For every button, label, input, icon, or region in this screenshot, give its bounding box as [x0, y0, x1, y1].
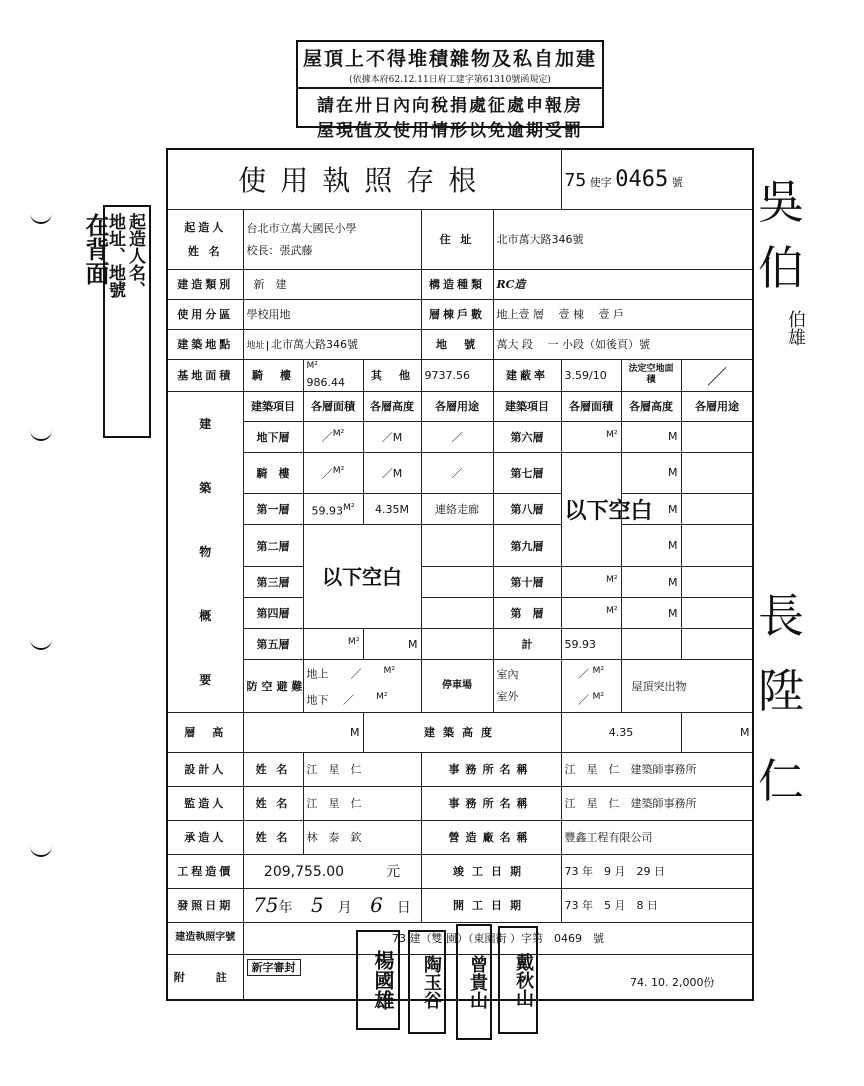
seal-stamp: 曾貴山 — [456, 924, 492, 1040]
floor-height-value: 4.35 — [375, 502, 400, 516]
unit: M² — [383, 665, 396, 677]
unit: M² — [605, 428, 618, 440]
unit: M — [408, 637, 418, 651]
lot-label: 地 號 — [421, 329, 493, 359]
floor-height-unit: M — [243, 712, 363, 752]
floor-area — [303, 494, 363, 525]
floor-height — [621, 421, 681, 452]
parking-types — [493, 660, 561, 712]
unit: M² — [376, 690, 388, 702]
floor-use — [421, 525, 493, 567]
issue-unit: 日 — [396, 900, 411, 916]
floor-item: 第九層 — [493, 525, 561, 567]
margin-handwriting: 伯雄 — [785, 310, 806, 346]
col-area: 各層面積 — [561, 391, 621, 421]
side-note — [81, 205, 151, 438]
name-label: 姓 名 — [243, 786, 303, 820]
parking-values: ／ $^{M^2}$ ／ $^{M^2}$ — [561, 660, 621, 712]
issue-day: 6 — [370, 893, 383, 917]
floor-area — [303, 629, 363, 660]
notice-reference: (依據本府62.12.11日府工建字第61310號函規定) — [349, 75, 551, 85]
other-value: 9737.56 — [421, 359, 493, 391]
building-height-value: 4.35 — [561, 712, 681, 752]
owner-name-line: 台北市立萬大國民小學 — [246, 222, 357, 235]
floor-use — [681, 567, 753, 598]
owner-label-a: 起造人 — [184, 221, 227, 234]
completion-label: 竣工日期 — [421, 854, 561, 888]
issue-label: 發照日期 — [167, 888, 243, 922]
floor-item: 第七層 — [493, 452, 561, 494]
scale-label-char: 築 — [199, 480, 212, 495]
issue-unit: 年 — [278, 900, 293, 916]
scale-label-char: 要 — [199, 672, 212, 687]
col-height: 各層高度 — [363, 391, 421, 421]
floor-item: 第一層 — [243, 494, 303, 525]
floor-row — [167, 629, 753, 660]
floor-row — [167, 494, 753, 525]
coverage-label: 建蔽率 — [493, 359, 561, 391]
roof-label: 屋頂突出物 — [621, 660, 753, 712]
floor-item: 地下層 — [243, 421, 303, 452]
contractor-firm: 豐鑫工程有限公司 — [561, 820, 753, 854]
margin-mark — [30, 210, 52, 224]
margin-handwriting: 仁 — [758, 754, 804, 808]
cost-value — [243, 854, 421, 888]
unit: M² — [332, 464, 345, 476]
other-label: 其 他 — [363, 359, 421, 391]
unit: M — [668, 430, 678, 443]
shelter-above-label: 地上 — [306, 667, 329, 681]
floor-use: 連絡走廊 — [421, 494, 493, 525]
unit: M² — [605, 574, 618, 586]
floor-area — [561, 598, 621, 629]
building-height-unit: M — [681, 712, 753, 752]
unit: M² — [605, 605, 618, 617]
floor-height — [363, 452, 421, 494]
arcade-value — [303, 359, 363, 391]
floor-use — [681, 525, 753, 567]
name-label: 姓 名 — [243, 752, 303, 786]
col-use: 各層用途 — [421, 391, 493, 421]
parking-out-label: 室外 — [496, 689, 519, 703]
firm-label: 營造廠名稱 — [421, 820, 561, 854]
remark-label: 附 註 — [167, 954, 243, 1000]
area-label: 基地面積 — [167, 359, 243, 391]
margin-handwriting: 吳 — [758, 175, 804, 229]
completion-date: 73 年 9 月 29 日 — [561, 854, 753, 888]
scale-label-char: 物 — [199, 544, 212, 559]
floor-area-value: ／ — [321, 430, 333, 444]
owner-name-line: 校長：張武藤 — [246, 244, 313, 257]
floor-use — [421, 567, 493, 598]
remark-stamp: 新字審封 — [247, 959, 301, 976]
floor-total-label: 計 — [493, 629, 561, 660]
floor-use — [681, 598, 753, 629]
form-title: 使用執照存根 — [238, 164, 491, 198]
form-title-cell — [167, 149, 561, 209]
seal-stamp: 陶玉谷 — [408, 930, 446, 1034]
unit: M — [668, 606, 678, 620]
supervisor-office: 江 星 仁 建築師事務所 — [561, 786, 753, 820]
start-label: 開工日期 — [421, 888, 561, 922]
notice-line: 屋現值及使用情形以免逾期受罰 — [317, 121, 583, 141]
cost-unit: 元 — [386, 864, 401, 880]
designer-office: 江 星 仁 建築師事務所 — [561, 752, 753, 786]
margin-handwriting: 長 — [758, 589, 804, 643]
issue-date — [243, 888, 421, 922]
owner-label — [167, 209, 243, 269]
margin-handwriting: 伯 — [758, 241, 804, 295]
unit: M — [392, 430, 403, 444]
floor-row — [167, 598, 753, 629]
owner-address: 北市萬大路346號 — [493, 209, 753, 269]
floor-height — [363, 629, 421, 660]
lot-value: 萬大 段 一 小段（如後頁）號 — [493, 329, 753, 359]
floor-total-area: 59.93 — [561, 629, 621, 660]
name-label: 姓 名 — [243, 820, 303, 854]
zone-label: 使用分區 — [167, 299, 243, 329]
cost-amount: 209,755.00 — [263, 864, 345, 880]
unit: M — [392, 466, 403, 480]
site-address: 北市萬大路346號 — [271, 338, 359, 351]
side-note-text: 地址、地號 — [105, 213, 125, 298]
permit-value: 73 建（雙 園）（東園街 ）字第 0469 號 — [243, 922, 753, 954]
blank-note: 以下空白 — [303, 525, 421, 629]
site-label-text: 建築地點 — [177, 338, 234, 351]
unit: M² — [306, 361, 318, 372]
shelter-label: 防空避難 — [243, 660, 303, 712]
notice-box — [296, 40, 604, 141]
zone-value: 學校用地 — [243, 299, 421, 329]
floor-item: 第五層 — [243, 629, 303, 660]
floor-use — [421, 598, 493, 629]
site-value — [243, 329, 421, 359]
floor-item: 第四層 — [243, 598, 303, 629]
floor-use: ／ — [421, 421, 493, 452]
floor-use: ／ — [421, 452, 493, 494]
shelter-values: 地上 ／ $^{M^2}$ 地下 ／ $^{M^2}$ — [303, 660, 421, 712]
unit: M — [668, 539, 678, 553]
floor-height — [363, 421, 421, 452]
floor-height — [621, 452, 681, 494]
permit-form — [166, 148, 754, 1001]
supervisor-name: 江 星 仁 — [303, 786, 421, 820]
side-note-text: 起造人名、 — [125, 213, 145, 298]
unit: M² — [592, 690, 605, 702]
notice-line: 請在卅日內向稅捐處征處申報房 — [317, 96, 583, 116]
floor-row — [167, 567, 753, 598]
floors-value: 地上壹 層 壹 棟 壹 戶 — [493, 299, 753, 329]
floor-item: 第二層 — [243, 525, 303, 567]
col-area: 各層面積 — [303, 391, 363, 421]
permit-type: 使字 — [589, 175, 612, 189]
permit-number: 0465 — [615, 166, 669, 192]
permit-year: 75 — [564, 169, 587, 191]
parking-label: 停車場 — [421, 660, 493, 712]
issue-year: 75 — [253, 893, 279, 917]
owner-name — [243, 209, 421, 269]
floor-area — [561, 421, 621, 452]
side-note-text: 在背面 — [81, 213, 110, 285]
category-label: 建造類別 — [167, 269, 243, 299]
owner-label-b: 姓 名 — [187, 245, 223, 258]
structure-label: 構造種類 — [421, 269, 493, 299]
floors-label: 層棟戶數 — [421, 299, 493, 329]
contractor-name: 林 泰 欽 — [303, 820, 421, 854]
floor-use — [681, 452, 753, 494]
open-space-label: 法定空地面積 — [621, 359, 681, 391]
category-value: 新 建 — [243, 269, 421, 299]
arcade-number: 986.44 — [306, 375, 345, 389]
building-height-label: 建築高度 — [363, 712, 561, 752]
unit: M² — [347, 636, 360, 648]
unit: M² — [332, 428, 345, 440]
structure-value: RC造 — [493, 269, 753, 299]
floor-height — [621, 525, 681, 567]
seal-stamp: 戴秋山 — [498, 926, 538, 1034]
floor-height — [621, 629, 681, 660]
issue-unit: 月 — [337, 900, 352, 916]
coverage-value: 3.59/10 — [561, 359, 621, 391]
scale-label-char: 概 — [199, 608, 212, 623]
floor-row — [167, 421, 753, 452]
floor-area — [303, 421, 363, 452]
floor-height-value: ／ — [381, 466, 393, 480]
scale-label-char: 建 — [199, 416, 212, 431]
floor-item: 騎 樓 — [243, 452, 303, 494]
notice-line: 屋頂上不得堆積雜物及私自加建 — [302, 48, 597, 70]
print-note: 74. 10. 2,000份 — [630, 976, 715, 989]
issue-month: 5 — [310, 893, 324, 917]
parking-in-label: 室內 — [496, 667, 519, 681]
floor-row — [167, 452, 753, 494]
floor-area-value: ／ — [321, 467, 333, 481]
supervisor-label: 監造人 — [167, 786, 243, 820]
start-date: 73 年 5 月 8 日 — [561, 888, 753, 922]
site-sub-label: 地址 — [247, 341, 268, 351]
unit: M² — [592, 665, 605, 677]
col-height: 各層高度 — [621, 391, 681, 421]
divider — [298, 87, 602, 89]
arcade-label: 騎 樓 — [243, 359, 303, 391]
designer-name: 江 星 仁 — [303, 752, 421, 786]
permit-number-cell — [561, 149, 753, 209]
cost-label: 工程造價 — [167, 854, 243, 888]
office-label: 事務所名稱 — [421, 786, 561, 820]
floor-area — [303, 452, 363, 494]
floor-use — [681, 494, 753, 525]
margin-mark — [30, 843, 52, 857]
floor-item: 第八層 — [493, 494, 561, 525]
unit: M — [668, 575, 678, 589]
designer-label: 設計人 — [167, 752, 243, 786]
margin-handwriting: 陞 — [758, 664, 804, 718]
site-label — [167, 329, 243, 359]
unit: M — [668, 502, 678, 516]
unit: M — [668, 466, 678, 480]
permit-label: 建造執照字號 — [167, 922, 243, 954]
shelter-below-label: 地下 — [306, 693, 329, 707]
floor-row — [167, 525, 753, 567]
floor-height-value: ／ — [381, 430, 393, 444]
blank-note: 以下空白 — [561, 452, 621, 567]
margin-mark — [30, 636, 52, 650]
floor-use — [421, 629, 493, 660]
scale-label — [167, 391, 243, 712]
floor-area-value: 59.93 — [311, 504, 343, 518]
floor-item: 第十層 — [493, 567, 561, 598]
floor-height — [621, 598, 681, 629]
floor-item: 第六層 — [493, 421, 561, 452]
floor-height — [363, 494, 421, 525]
margin-mark — [30, 427, 52, 441]
floor-height-label: 層 高 — [167, 712, 243, 752]
permit-suffix: 號 — [671, 175, 683, 189]
col-items: 建築項目 — [243, 391, 303, 421]
floor-use — [681, 629, 753, 660]
floor-item: 第三層 — [243, 567, 303, 598]
office-label: 事務所名稱 — [421, 752, 561, 786]
floor-area — [561, 567, 621, 598]
floor-height — [621, 567, 681, 598]
unit: M — [399, 502, 409, 516]
open-space-value: ／ — [681, 359, 753, 391]
floor-use — [681, 421, 753, 452]
seal-stamp: 楊國雄 — [356, 930, 400, 1030]
floor-item: 第 層 — [493, 598, 561, 629]
col-use: 各層用途 — [681, 391, 753, 421]
unit: M² — [342, 501, 355, 513]
col-items: 建築項目 — [493, 391, 561, 421]
address-label: 住 址 — [421, 209, 493, 269]
contractor-label: 承造人 — [167, 820, 243, 854]
